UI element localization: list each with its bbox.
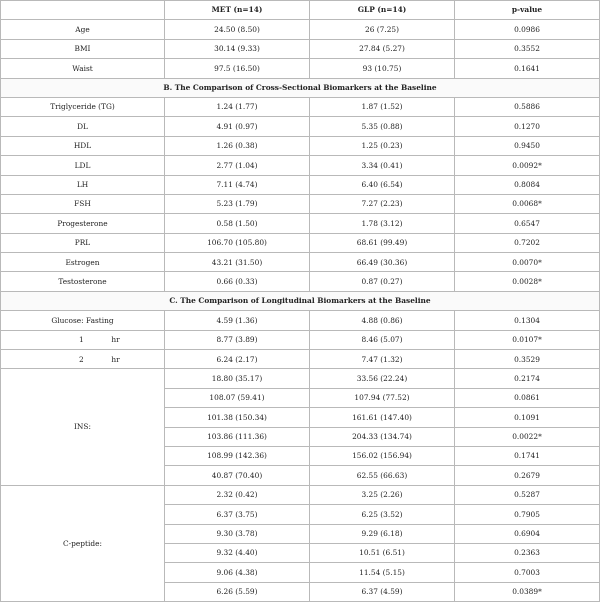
glp-value: 62.55 (66.63): [310, 466, 455, 485]
p-value: 0.0986: [455, 20, 600, 39]
met-value: 40.87 (70.40): [165, 466, 310, 485]
met-value: 30.14 (9.33): [165, 39, 310, 58]
glp-value: 27.84 (5.27): [310, 39, 455, 58]
met-value: 2.77 (1.04): [165, 156, 310, 175]
p-value: 0.0068*: [455, 194, 600, 213]
glp-value: 26 (7.25): [310, 20, 455, 39]
p-value: 0.1741: [455, 446, 600, 465]
table-row: [1, 97, 600, 116]
header-label: [1, 1, 165, 20]
met-value: 8.77 (3.89): [165, 330, 310, 349]
p-value: 0.0022*: [455, 427, 600, 446]
met-value: 6.37 (3.75): [165, 505, 310, 524]
p-value: 0.0861: [455, 388, 600, 407]
met-value: 103.86 (111.36): [165, 427, 310, 446]
p-value: 0.0028*: [455, 272, 600, 291]
row-label: LDL: [1, 156, 165, 175]
p-value: 0.0107*: [455, 330, 600, 349]
p-value: 0.9450: [455, 136, 600, 155]
glp-value: 1.25 (0.23): [310, 136, 455, 155]
row-label: Estrogen: [1, 253, 165, 272]
met-value: 1.24 (1.77): [165, 97, 310, 116]
table-row: [1, 156, 600, 175]
glp-value: 6.40 (6.54): [310, 175, 455, 194]
met-value: 6.26 (5.59): [165, 582, 310, 601]
met-value: 0.66 (0.33): [165, 272, 310, 291]
glp-value: 6.25 (3.52): [310, 505, 455, 524]
met-value: 101.38 (150.34): [165, 408, 310, 427]
row-label: Age: [1, 20, 165, 39]
header-glp: GLP (n=14): [310, 1, 455, 20]
p-value: 0.3529: [455, 350, 600, 369]
header-met: MET (n=14): [165, 1, 310, 20]
time-number: 1: [78, 335, 84, 345]
met-value: 97.5 (16.50): [165, 59, 310, 78]
glp-value: 6.37 (4.59): [310, 582, 455, 601]
table-row: [1, 350, 600, 369]
table-row: [1, 214, 600, 233]
p-value: 0.1304: [455, 311, 600, 330]
met-value: 0.58 (1.50): [165, 214, 310, 233]
glucose-2hr-label: [1, 350, 165, 369]
p-value: 0.1641: [455, 59, 600, 78]
time-unit: hr: [111, 354, 120, 364]
p-value: 0.2174: [455, 369, 600, 388]
p-value: 0.2679: [455, 466, 600, 485]
p-value: 0.5287: [455, 485, 600, 504]
p-value: 0.8084: [455, 175, 600, 194]
table-row: [1, 253, 600, 272]
glp-value: 3.25 (2.26): [310, 485, 455, 504]
met-value: 9.30 (3.78): [165, 524, 310, 543]
met-value: 108.07 (59.41): [165, 388, 310, 407]
table-row: [1, 175, 600, 194]
glp-value: 156.02 (156.94): [310, 446, 455, 465]
row-label: Triglyceride (TG): [1, 97, 165, 116]
table-row: [1, 39, 600, 58]
p-value: 0.0092*: [455, 156, 600, 175]
glp-value: 7.27 (2.23): [310, 194, 455, 213]
met-value: 9.06 (4.38): [165, 563, 310, 582]
table-row: [1, 330, 600, 349]
row-label: Progesterone: [1, 214, 165, 233]
row-label: FSH: [1, 194, 165, 213]
time-unit: hr: [111, 335, 120, 345]
met-value: 18.80 (35.17): [165, 369, 310, 388]
table-row: [1, 194, 600, 213]
met-value: 4.91 (0.97): [165, 117, 310, 136]
glucose-label: Glucose: Fasting: [1, 311, 165, 330]
p-value: 0.7905: [455, 505, 600, 524]
glp-value: 7.47 (1.32): [310, 350, 455, 369]
glp-value: 5.35 (0.88): [310, 117, 455, 136]
glp-value: 4.88 (0.86): [310, 311, 455, 330]
met-value: 9.32 (4.40): [165, 543, 310, 562]
row-label: Testosterone: [1, 272, 165, 291]
glp-value: 1.78 (3.12): [310, 214, 455, 233]
table-row: [1, 485, 600, 504]
glp-value: 9.29 (6.18): [310, 524, 455, 543]
p-value: 0.0389*: [455, 582, 600, 601]
table-row: [1, 117, 600, 136]
met-value: 106.70 (105.80): [165, 233, 310, 252]
table-row: [1, 136, 600, 155]
p-value: 0.3552: [455, 39, 600, 58]
met-value: 5.23 (1.79): [165, 194, 310, 213]
table-row: [1, 59, 600, 78]
table-row: [1, 272, 600, 291]
ins-label: INS:: [1, 369, 165, 485]
row-label: LH: [1, 175, 165, 194]
glucose-1hr-label: [1, 330, 165, 349]
glp-value: 8.46 (5.07): [310, 330, 455, 349]
header-p-value: p-value: [455, 1, 600, 20]
row-label: BMI: [1, 39, 165, 58]
header-row: [1, 1, 600, 20]
section-b-header: [1, 78, 600, 97]
glp-value: 66.49 (30.36): [310, 253, 455, 272]
p-value: 0.7202: [455, 233, 600, 252]
met-value: 24.50 (8.50): [165, 20, 310, 39]
table-row: [1, 20, 600, 39]
glp-value: 1.87 (1.52): [310, 97, 455, 116]
p-value: 0.5886: [455, 97, 600, 116]
glp-value: 11.54 (5.15): [310, 563, 455, 582]
p-value: 0.1091: [455, 408, 600, 427]
met-value: 7.11 (4.74): [165, 175, 310, 194]
section-c-header: [1, 291, 600, 310]
table-row: [1, 311, 600, 330]
met-value: 43.21 (31.50): [165, 253, 310, 272]
row-label: Waist: [1, 59, 165, 78]
met-value: 108.99 (142.36): [165, 446, 310, 465]
section-c-title: C. The Comparison of Longitudinal Biomarkers at the Baseline: [1, 291, 600, 310]
p-value: 0.6904: [455, 524, 600, 543]
met-value: 6.24 (2.17): [165, 350, 310, 369]
p-value: 0.1270: [455, 117, 600, 136]
row-label: PRL: [1, 233, 165, 252]
glp-value: 204.33 (134.74): [310, 427, 455, 446]
glp-value: 3.34 (0.41): [310, 156, 455, 175]
met-value: 2.32 (0.42): [165, 485, 310, 504]
row-label: DL: [1, 117, 165, 136]
table-row: [1, 233, 600, 252]
p-value: 0.2363: [455, 543, 600, 562]
glp-value: 107.94 (77.52): [310, 388, 455, 407]
time-number: 2: [78, 354, 84, 364]
glp-value: 0.87 (0.27): [310, 272, 455, 291]
section-b-title: B. The Comparison of Cross-Sectional Biomarkers at the Baseline: [1, 78, 600, 97]
row-label: HDL: [1, 136, 165, 155]
c-peptide-label: C-peptide:: [1, 485, 165, 601]
glp-value: 33.56 (22.24): [310, 369, 455, 388]
p-value: 0.7003: [455, 563, 600, 582]
glp-value: 93 (10.75): [310, 59, 455, 78]
met-value: 1.26 (0.38): [165, 136, 310, 155]
glp-value: 161.61 (147.40): [310, 408, 455, 427]
table-row: [1, 369, 600, 388]
met-value: 4.59 (1.36): [165, 311, 310, 330]
p-value: 0.6547: [455, 214, 600, 233]
p-value: 0.0070*: [455, 253, 600, 272]
glp-value: 68.61 (99.49): [310, 233, 455, 252]
glp-value: 10.51 (6.51): [310, 543, 455, 562]
